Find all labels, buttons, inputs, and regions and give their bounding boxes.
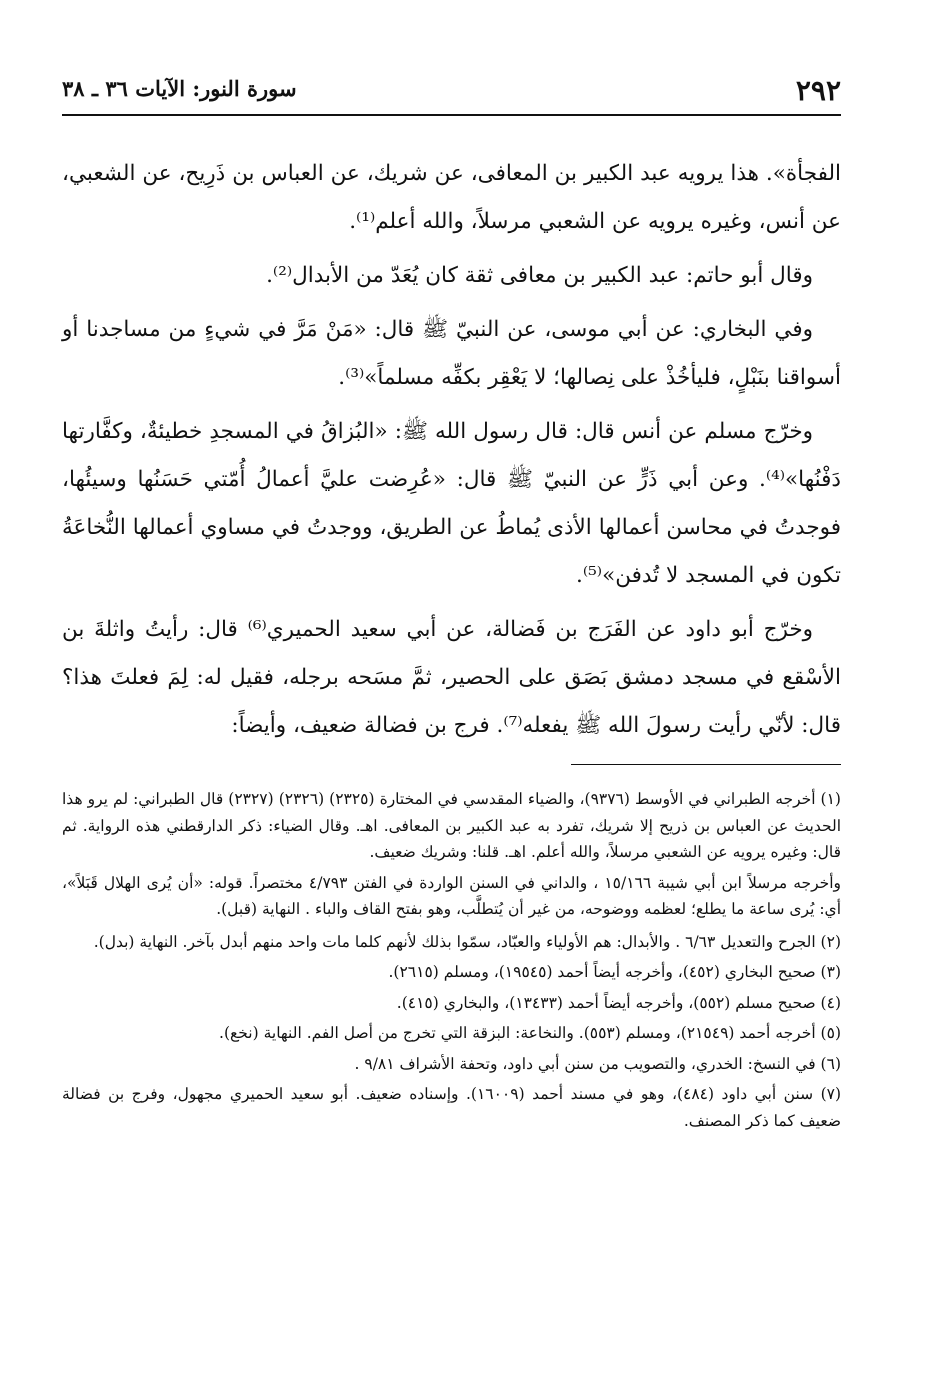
paragraph: وفي البخاري: عن أبي موسى، عن النبيّ ﷺ قال: «مَنْ مَرَّ في شيءٍ من مساجدنا أو أسواقنا بنَبْلٍ، فليأخُذْ على نِصالها؛ لا يَعْقِر بكفِّه مسلماً»⁽³⁾. — [62, 317, 841, 390]
paragraph: وقال أبو حاتم: عبد الكبير بن معافى ثقة كان يُعَدّ من الأبدال⁽²⁾. — [266, 263, 813, 288]
footnote-1: (١) أخرجه الطبراني في الأوسط (٩٣٧٦)، والضياء المقدسي في المختارة (٢٣٢٥) (٢٣٢٦) (٢٣٢٧) قال الطبراني: لم يرو هذا الحديث عن العباس بن ذريح إلا شريك، تفرد به عبد الكبير بن المعافى. اهـ. وقال الضياء: ذكر الدارقطني هذه الرواية. ثم قال: وغيره يرويه عن الشعبي مرسلاً، والله أعلم. اهـ. قلنا: وشريك ضعيف. — [62, 790, 841, 861]
footnote-4: (٤) صحيح مسلم (٥٥٢)، وأخرجه أيضاً أحمد (١٣٤٣٣)، والبخاري (٤١٥). — [396, 993, 841, 1012]
page-number: ٢٩٢ — [795, 74, 841, 107]
running-title: سورة النور: الآيات ٣٦ ـ ٣٨ — [62, 76, 297, 101]
footnote-3: (٣) صحيح البخاري (٤٥٢)، وأخرجه أيضاً أحمد (١٩٥٤٥)، ومسلم (٢٦١٥). — [388, 963, 841, 981]
footnote-1-continuation: وأخرجه مرسلاً ابن أبي شيبة ١٥/١٦٦ ، والداني في السنن الواردة في الفتن ٤/٧٩٣ مختصراً. قوله: «أن يُرى الهلال قَبَلاً»، أي: يُرى ساعة ما يطلع؛ لعظمه ووضوحه، من غير أن يُتطلَّب، وهو بفتح القاف والباء . النهاية (قبل). — [62, 873, 842, 918]
paragraph: الفجأة». هذا يرويه عبد الكبير بن المعافى، عن شريك، عن العباس بن ذَرِيح، عن الشعبي، عن أنس، وغيره يرويه عن الشعبي مرسلاً، والله أعلم⁽¹⁾. — [62, 161, 841, 234]
footnotes — [62, 786, 841, 1138]
footnote-5: (٥) أخرجه أحمد (٢١٥٤٩)، ومسلم (٥٥٣). والنخاعة: البزقة التي تخرج من أصل الفم. النهاية (نخع). — [219, 1024, 841, 1042]
footnote-2: (٢) الجرح والتعديل ٦/٦٣ . والأبدال: هم الأولياء والعبّاد، سمّوا بذلك لأنهم كلما مات واحد منهم أبدل بآخر. النهاية (بدل). — [93, 932, 841, 951]
page-header — [62, 66, 841, 116]
main-text — [62, 150, 841, 756]
footnote-divider — [571, 764, 841, 765]
paragraph: وخرّج أبو داود عن الفَرَج بن فَضالة، عن أبي سعيد الحميري⁽⁶⁾ قال: رأيتُ واثلةَ بن الأسْقع في مسجد دمشق بَصَق على الحصير، ثمَّ مسَحه برجله، فقيل له: لِمَ فعلتَ هذا؟ قال: لأنّي رأيت رسولَ الله ﷺ يفعله⁽⁷⁾. فرج بن فضالة ضعيف، وأيضاً: — [62, 617, 841, 738]
footnote-7: (٧) سنن أبي داود (٤٨٤)، وهو في مسند أحمد (١٦٠٠٩). وإسناده ضعيف. أبو سعيد الحميري مجهول، وفرج بن فضالة ضعيف كما ذكر المصنف. — [62, 1085, 842, 1130]
paragraph: وخرّج مسلم عن أنس قال: قال رسول الله ﷺ: «البُزاقُ في المسجدِ خطيئةٌ، وكفَّارتها دَفْنُها»⁽⁴⁾. وعن أبي ذَرٍّ عن النبيّ ﷺ قال: «عُرِضت عليَّ أعمالُ أُمّتي حَسَنُها وسيئُها، فوجدتُ في محاسن أعمالها الأذى يُماطُ عن الطريق، ووجدتُ في مساوي أعمالها النُّخاعَةُ تكون في المسجد لا تُدفن»⁽⁵⁾. — [62, 419, 841, 588]
footnote-6: (٦) في النسخ: الخدري، والتصويب من سنن أبي داود، وتحفة الأشراف ٩/٨١ . — [354, 1054, 841, 1073]
